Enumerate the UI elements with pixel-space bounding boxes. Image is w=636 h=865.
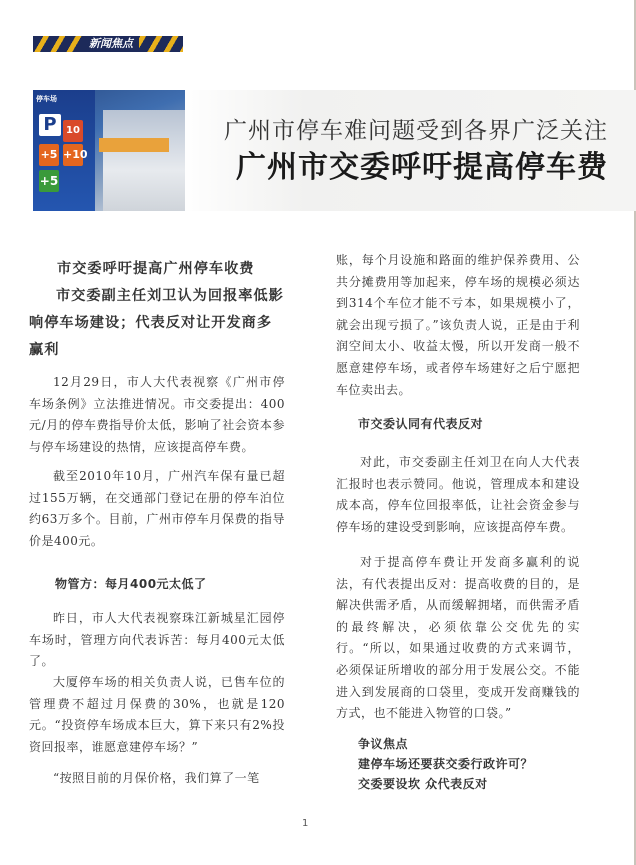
lead-block <box>29 256 285 364</box>
subheading: 物管方：每月400元太低了 <box>55 577 207 591</box>
focus-box <box>358 734 580 794</box>
section-label: 新闻焦点 <box>83 36 139 52</box>
subheading: 市交委认同有代表反对 <box>358 417 484 431</box>
hero-photo <box>33 90 185 211</box>
paragraph: 昨日，市人大代表视察珠江新城星汇园停车场时，管理方向代表诉苦：每月400元太低了。 <box>29 611 285 669</box>
page-number: 1 <box>302 818 309 829</box>
headline-subtitle: 广州市停车难问题受到各界广泛关注 <box>224 118 608 143</box>
section-tag <box>33 36 183 52</box>
paragraph: 账，每个月设施和路面的维护保养费用、公共分摊费用等加起来，停车场的规模必须达到314个车位才能不亏本，如果规模小了，就会出现亏损了。”该负责人说，正是由于利润空间太小、收益太慢，所以开发商一般不愿意建停车场，或者停车场建好之后宁愿把车位卖出去。 <box>336 253 580 397</box>
paragraph: 12月29日，市人大代表视察《广州市停车场条例》立法推进情况。市交委提出：400元/月的停车费指导价太低，影响了社会资本参与停车场建设的热情，应该提高停车费。 <box>29 375 285 454</box>
photo-rate-badge: 10 <box>63 120 83 142</box>
photo-rate-badge: +5 <box>39 170 59 192</box>
paragraph: 大厦停车场的相关负责人说，已售车位的管理费不超过月保费的30%，也就是120元。“投资停车场成本巨大，算下来只有2%投资回报率，谁愿意建停车场？” <box>29 675 285 754</box>
photo-building <box>103 110 185 211</box>
focus-item: 交委要设坎 众代表反对 <box>358 777 488 791</box>
paragraph: “按照目前的月保价格，我们算了一笔 <box>53 771 260 785</box>
headline-title: 广州市交委呼吁提高停车费 <box>236 150 608 185</box>
photo-rate-badge: +10 <box>63 144 83 166</box>
lead-line: 市交委副主任刘卫认为回报率低影响停车场建设；代表反对让开发商多赢利 <box>29 288 284 358</box>
paragraph: 对此，市交委副主任刘卫在向人大代表汇报时也表示赞同。他说，管理成本和建设成本高，停车位回报率低，让社会资金参与停车场的建设受到影响，应该提高停车费。 <box>336 455 580 534</box>
focus-title: 争议焦点 <box>358 737 409 751</box>
parking-p-icon: P <box>39 114 61 136</box>
lead-line: 市交委呼吁提高广州停车收费 <box>57 261 255 277</box>
paragraph: 截至2010年10月，广州汽车保有量已超过155万辆，在交通部门登记在册的停车泊位约63万多个。目前，广州市停车月保费的指导价是400元。 <box>29 469 285 548</box>
photo-awning <box>99 138 169 152</box>
focus-item: 建停车场还要获交委行政许可？ <box>358 757 534 771</box>
photo-parking-sign <box>33 90 95 211</box>
photo-sign-text: 停车场 <box>36 95 57 103</box>
photo-rate-badge: +5 <box>39 144 59 166</box>
paragraph: 对于提高停车费让开发商多赢利的说法，有代表提出反对：提高收费的目的，是解决供需矛盾，从而缓解拥堵，而供需矛盾的最终解决，必须依靠公交优先的实行。“所以，如果通过收费的方式来调节，必须保证所增收的部分用于发展公交。不能进入到发展商的口袋里，变成开发商赚钱的方式，也不能进入物管的口袋。” <box>336 555 580 721</box>
